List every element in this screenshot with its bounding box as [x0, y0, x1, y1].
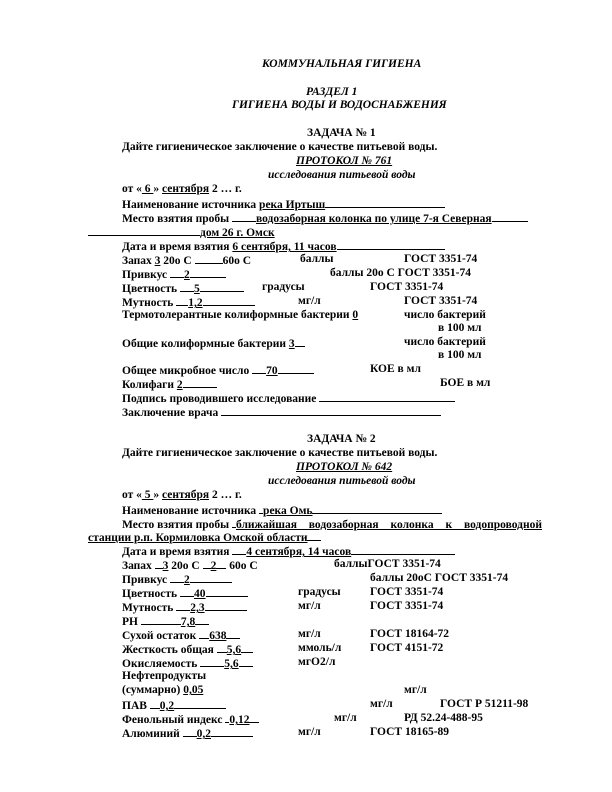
task2-place-line2	[88, 530, 321, 545]
task1-smell-unit: баллы	[300, 253, 334, 265]
task2-ox-value: 5,6	[224, 658, 239, 670]
task1-ocb-unit: число бактерий	[404, 336, 486, 348]
task2-phenol	[122, 712, 259, 727]
task2-protocol-sub: исследования питьевой воды	[268, 475, 416, 487]
task2-turbidity	[122, 600, 247, 615]
task2-datetime-label: Дата и время взятия	[122, 546, 233, 558]
task2-datetime-value: 4 сентября, 14 часов	[246, 546, 352, 558]
task1-date-pre: от «	[122, 183, 142, 195]
task1-place-tail	[492, 211, 528, 222]
task2-phen-unit: мг/л	[334, 712, 357, 724]
task2-turb-pre	[176, 600, 190, 611]
task2-color-gost: ГОСТ 3351-74	[370, 586, 444, 598]
task1-turb-gost: ГОСТ 3351-74	[404, 295, 478, 307]
task2-turb-gost: ГОСТ 3351-74	[370, 600, 444, 612]
task2-ox-unit: мгО2/л	[298, 656, 336, 668]
task1-coli-unit: БОЕ в мл	[440, 377, 491, 389]
task1-date-day: 6	[141, 183, 154, 195]
task2-turb-unit: мг/л	[298, 600, 321, 612]
task1-tcb-value: 0	[352, 309, 359, 321]
task2-pav	[122, 698, 226, 713]
task1-tcb-unit2: в 100 мл	[438, 322, 482, 334]
task2-hardness	[122, 642, 253, 657]
task1-color	[122, 281, 244, 296]
task2-al-unit: мг/л	[298, 726, 321, 738]
task1-mic-label: Общее микробное число	[122, 365, 253, 377]
task1-color-value: 5	[194, 283, 200, 295]
task2-hard-pre	[217, 642, 227, 653]
task1-date	[122, 183, 242, 196]
task2-taste	[122, 572, 232, 587]
task2-ph-pre	[141, 614, 181, 625]
task1-taste-value: 2	[184, 269, 190, 281]
task1-place-value: водозаборная колонка по улице 7-я Северная	[255, 213, 492, 225]
task2-smell-label: Запах	[122, 560, 155, 572]
task1-smell-t1: 20о С	[163, 255, 192, 267]
task2-smell-gost: ГОСТ 3351-74	[367, 558, 441, 570]
task1-turb-pre	[176, 295, 188, 306]
task1-concl-label: Заключение врача	[122, 407, 222, 419]
task2-datetime	[122, 544, 455, 559]
task2-datetime-pre	[232, 544, 246, 555]
task2-turb-label: Мутность	[122, 602, 177, 614]
task1-turb-blank	[203, 295, 255, 306]
task2-turb-value: 2,3	[190, 602, 205, 614]
task2-color-label: Цветность	[122, 588, 180, 600]
task2-title: ЗАДАЧА № 2	[307, 433, 376, 445]
task1-color-pre	[180, 281, 194, 292]
task2-smell-v1: 3	[162, 560, 169, 572]
task2-pav-pre	[150, 698, 160, 709]
task2-source	[122, 503, 442, 518]
task2-hard-blank	[241, 642, 253, 653]
task2-turb-blank	[205, 600, 247, 611]
task1-taste-label: Привкус	[122, 269, 171, 281]
task2-place2-blank	[307, 530, 321, 541]
task1-title: ЗАДАЧА № 1	[307, 127, 376, 139]
task2-pav-unit: мг/л	[370, 698, 393, 710]
task1-conclusion	[122, 405, 441, 420]
document-title: КОММУНАЛЬНАЯ ГИГИЕНА	[262, 58, 422, 70]
task2-source-blank	[312, 503, 442, 514]
task1-source-value: река Иртыш	[259, 199, 326, 211]
task1-signature	[122, 391, 455, 406]
task2-color-value: 40	[194, 588, 206, 600]
task2-al-label: Алюминий	[122, 728, 183, 740]
task1-smell	[122, 253, 251, 268]
task1-smell-t2: 60о С	[222, 255, 252, 267]
task2-ph-label: РН	[122, 616, 141, 628]
task2-oil-label2: (суммарно)	[122, 684, 184, 696]
task2-al-pre	[183, 726, 197, 737]
task2-dry-label: Сухой остаток	[122, 630, 200, 642]
task1-datetime-label: Дата и время взятия	[122, 241, 233, 253]
task1-mic-blank	[278, 363, 314, 374]
task2-date-post: 2 … г.	[209, 489, 242, 501]
task1-prompt: Дайте гигиеническое заключение о качестве питьевой воды.	[122, 141, 438, 153]
task2-oxidizability	[122, 656, 253, 671]
task2-datetime-blank	[351, 544, 455, 555]
task2-taste-pre	[170, 572, 184, 583]
task1-tcb	[122, 309, 358, 322]
task1-sign-blank[interactable]	[319, 391, 455, 402]
task1-mic-value: 70	[266, 365, 278, 377]
section-title: ГИГИЕНА ВОДЫ И ВОДОСНАБЖЕНИЯ	[232, 99, 447, 111]
task2-aluminium	[122, 726, 253, 741]
task1-microbial	[122, 363, 314, 378]
task1-datetime-value: 6 сентября, 11 часов	[232, 241, 337, 253]
task2-dry-blank	[226, 628, 240, 639]
task1-smell-blank	[195, 253, 223, 264]
task1-smell-v1: 3	[154, 255, 161, 267]
task2-ph-value: 7,8	[180, 616, 196, 628]
task1-taste	[122, 267, 226, 282]
task1-turb-unit: мг/л	[298, 295, 321, 307]
task2-dry-residue	[122, 628, 240, 643]
task1-taste-unit: баллы 20о С ГОСТ 3351-74	[330, 267, 471, 279]
task2-smell	[122, 558, 258, 573]
task2-color-pre	[180, 586, 194, 597]
task1-ocb-value: 3	[288, 338, 295, 350]
task1-ocb	[122, 336, 305, 351]
task2-ox-label: Окисляемость	[122, 658, 201, 670]
task2-protocol: ПРОТОКОЛ № 642	[296, 461, 393, 473]
task1-color-label: Цветность	[122, 283, 180, 295]
task2-pav-value: 0,2	[159, 700, 175, 712]
task1-ocb-label: Общие колиформные бактерии	[122, 338, 289, 350]
task2-taste-unit: баллы 20оС ГОСТ 3351-74	[370, 572, 509, 584]
task1-taste-blank	[190, 267, 226, 278]
task2-smell-unit	[334, 558, 441, 571]
task2-date-pre: от «	[122, 489, 142, 501]
task2-ox-blank	[239, 656, 253, 667]
task2-phen-label: Фенольный индекс	[122, 714, 226, 726]
task1-place-label: Место взятия пробы	[122, 213, 232, 225]
task2-place-label: Место взятия пробы	[122, 519, 232, 531]
task1-source	[122, 197, 445, 212]
task2-ph-blank	[195, 614, 209, 625]
task1-mic-unit: КОЕ в мл	[370, 363, 421, 375]
task2-phen-blank	[249, 712, 259, 723]
task2-pav-gost: ГОСТ Р 51211-98	[440, 698, 529, 710]
task2-smell-mid2	[216, 558, 226, 569]
task1-protocol: ПРОТОКОЛ № 761	[296, 155, 393, 167]
task1-turbidity	[122, 295, 255, 310]
task1-ocb-blank	[295, 336, 305, 347]
task2-hard-gost: ГОСТ 4151-72	[370, 642, 444, 654]
task1-coli-label: Колифаги	[122, 379, 177, 391]
task1-turb-label: Мутность	[122, 297, 177, 309]
task1-place-line2	[88, 225, 275, 240]
task1-date-post: 2 … г.	[209, 183, 242, 195]
task2-hard-value: 5,6	[226, 644, 242, 656]
task1-sign-label: Подпись проводившего исследование	[122, 393, 320, 405]
task2-date	[122, 489, 242, 502]
section-number: РАЗДЕЛ 1	[306, 86, 358, 98]
task1-ocb-unit2: в 100 мл	[438, 349, 482, 361]
task1-tcb-unit: число бактерий	[404, 309, 486, 321]
task1-coliphages	[122, 377, 217, 392]
task1-mic-pre	[252, 363, 266, 374]
task2-al-value: 0,2	[196, 728, 211, 740]
task2-hard-unit: ммоль/л	[298, 642, 342, 654]
task2-smell-pre	[155, 558, 163, 569]
task2-place-value2: станции р.п. Кормиловка Омской области	[88, 532, 308, 544]
task2-al-blank	[211, 726, 253, 737]
task2-color	[122, 586, 248, 601]
task2-taste-value: 2	[184, 574, 190, 586]
task1-color-gost: ГОСТ 3351-74	[370, 281, 444, 293]
task2-color-unit: градусы	[298, 586, 341, 598]
task2-dry-unit: мг/л	[298, 628, 321, 640]
task2-place-value: ближайшая водозаборная колонка к водопроводной	[235, 519, 542, 531]
task2-ph	[122, 614, 209, 629]
task1-date-month: сентября	[162, 183, 210, 195]
task1-place-value2: дом 26 г. Омск	[200, 227, 275, 239]
task2-source-value: река Омь	[263, 505, 313, 517]
task2-color-blank	[206, 586, 248, 597]
task2-phen-gost: РД 52.24-488-95	[404, 712, 483, 724]
task2-smell-t2: 60о С	[229, 560, 258, 572]
task2-smell-mid	[203, 558, 211, 569]
task2-oil-label: Нефтепродукты	[122, 670, 207, 682]
task1-turb-value: 1,2	[188, 297, 203, 309]
task2-ox-pre	[200, 656, 224, 667]
task2-oil	[122, 684, 203, 697]
task1-smell-label: Запах	[122, 255, 155, 267]
task1-coli-value: 2	[176, 379, 183, 391]
task2-phen-value: 0,12	[229, 714, 250, 726]
task2-prompt: Дайте гигиеническое заключение о качестве питьевой воды.	[122, 447, 438, 459]
task1-coli-blank	[183, 377, 217, 388]
task1-source-label: Наименование источника	[122, 199, 260, 211]
task2-taste-label: Привкус	[122, 574, 171, 586]
task2-al-gost: ГОСТ 18165-89	[370, 726, 450, 738]
task2-smell-t1: 20о С	[171, 560, 200, 572]
task2-oil-unit: мг/л	[404, 684, 427, 696]
task1-place-gap	[232, 211, 256, 222]
task2-taste-blank	[190, 572, 232, 583]
task1-concl-blank[interactable]	[221, 405, 441, 416]
task1-place	[122, 211, 528, 226]
task2-pav-blank	[174, 698, 226, 709]
task2-hard-label: Жесткость общая	[122, 644, 217, 656]
task1-protocol-sub: исследования питьевой воды	[268, 169, 416, 181]
task1-source-blank	[325, 197, 445, 208]
task1-date-mid: »	[153, 183, 162, 195]
task1-taste-pre	[170, 267, 184, 278]
task2-date-mid: »	[153, 489, 162, 501]
task1-color-blank	[200, 281, 244, 292]
task1-tcb-label: Термотолерантные колиформные бактерии	[122, 309, 353, 321]
task1-smell-gost: ГОСТ 3351-74	[404, 253, 478, 265]
task2-dry-pre	[199, 628, 209, 639]
task2-date-month: сентября	[162, 489, 210, 501]
task1-datetime-blank	[337, 239, 445, 250]
task1-color-unit: градусы	[262, 281, 305, 293]
task1-place2-gap	[88, 225, 200, 236]
task2-oil-value: 0,05	[183, 684, 204, 696]
task1-datetime	[122, 239, 445, 254]
task2-smell-v2: 2	[210, 560, 217, 572]
task2-source-label: Наименование источника	[122, 505, 260, 517]
task2-pav-label: ПАВ	[122, 700, 150, 712]
task2-dry-gost: ГОСТ 18164-72	[370, 628, 450, 640]
task2-date-day: 5	[141, 489, 154, 501]
task2-smell-unit-text: баллы	[334, 558, 368, 570]
task2-dry-value: 638	[209, 630, 227, 642]
